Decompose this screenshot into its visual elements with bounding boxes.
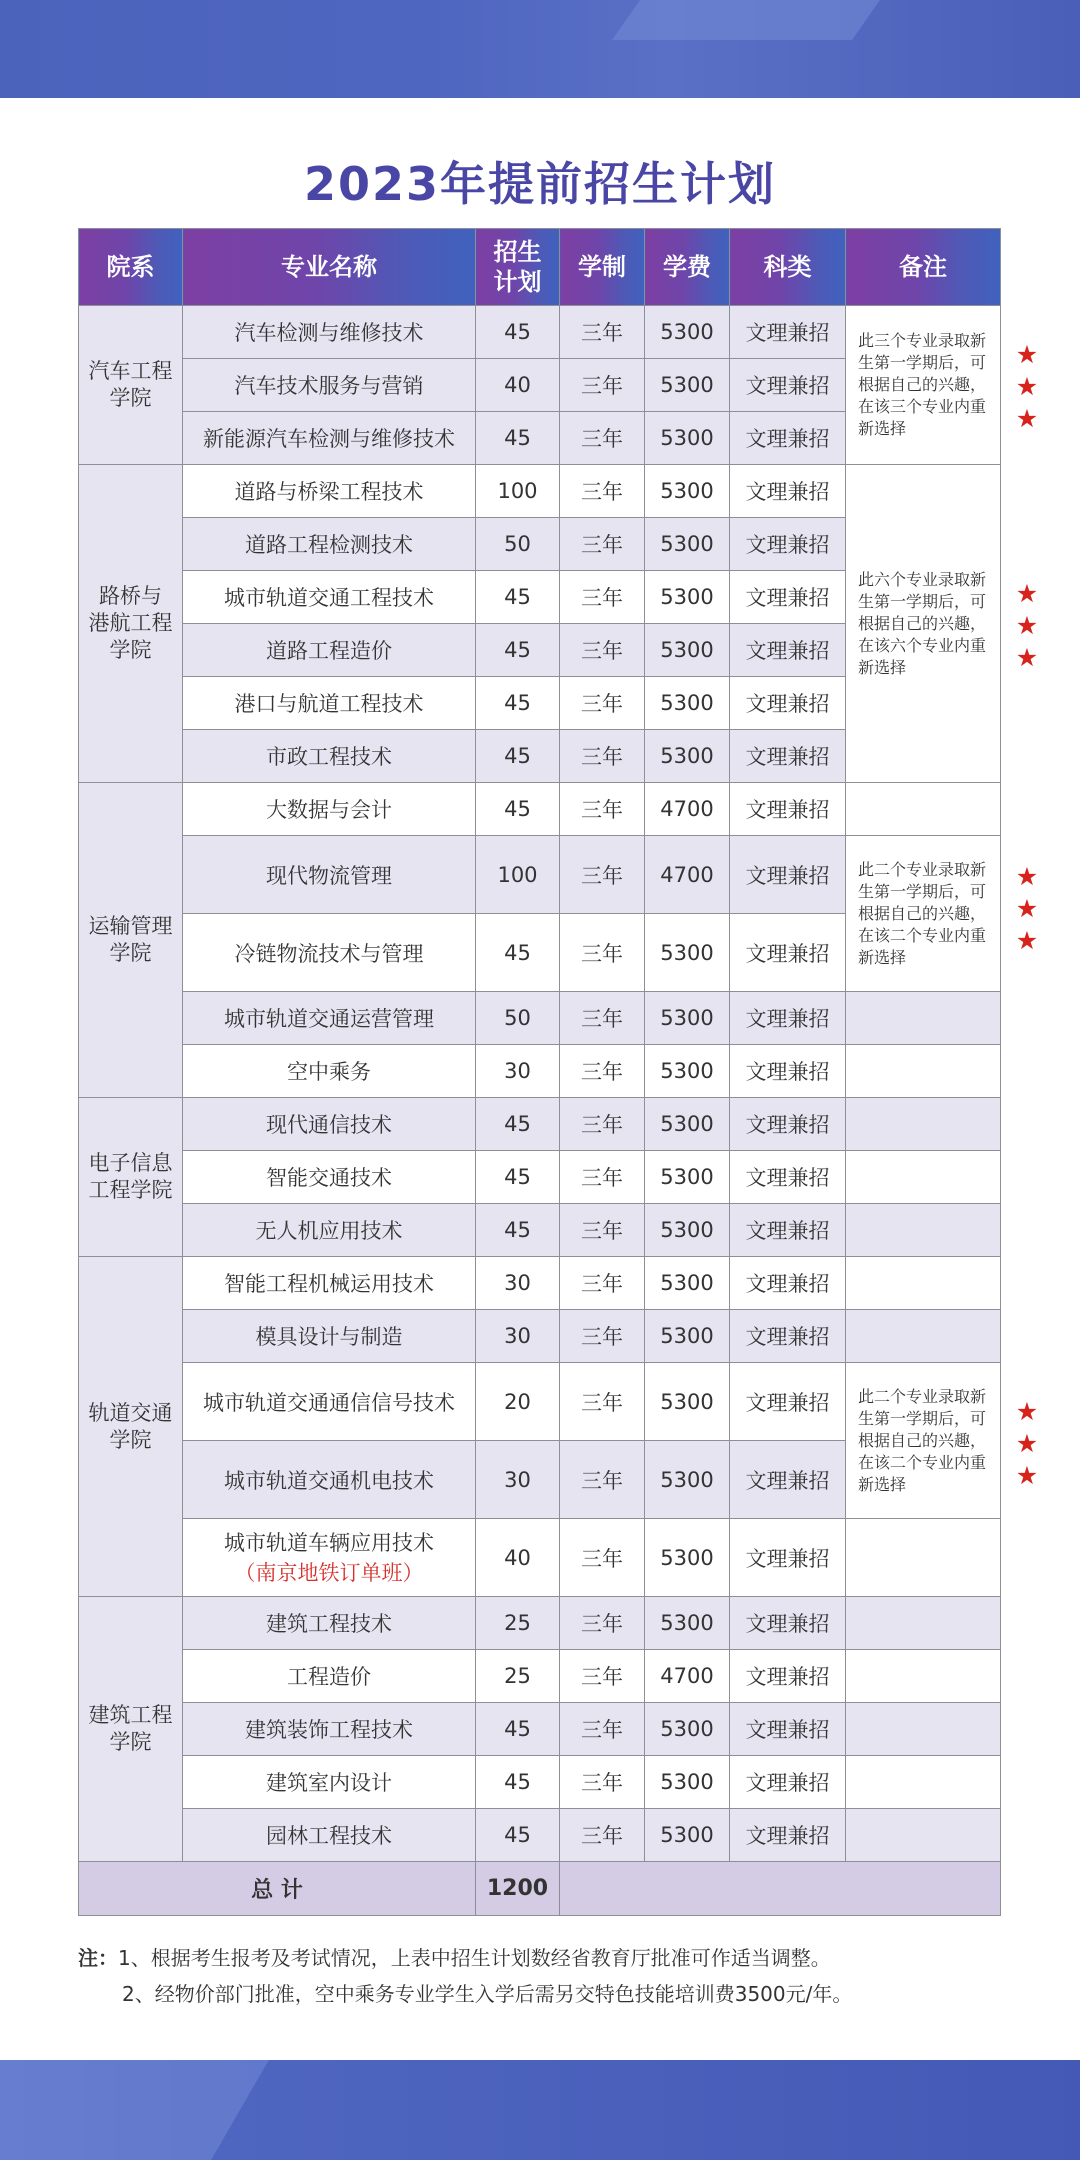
duration-cell: 三年: [560, 359, 645, 412]
star-marks-transport: [1014, 861, 1040, 957]
subject-cell: 文理兼招: [730, 1703, 846, 1756]
plan-cell: 30: [476, 1257, 560, 1310]
remarks-cell-empty: [846, 1151, 1001, 1204]
star-icon: ★: [1015, 894, 1039, 923]
remarks-cell-empty: [846, 1756, 1001, 1809]
subject-cell: 文理兼招: [730, 412, 846, 465]
major-name: 园林工程技术: [266, 1824, 392, 1848]
plan-cell: 45: [476, 730, 560, 783]
duration-cell: 三年: [560, 1809, 645, 1862]
major-name-cell: [183, 1441, 476, 1519]
total-label: 总 计: [79, 1862, 476, 1916]
fee-cell: 5300: [645, 571, 730, 624]
major-name-cell: [183, 1703, 476, 1756]
department-cell: 汽车工程 学院: [79, 306, 183, 465]
star-icon: ★: [1015, 1397, 1039, 1426]
subject-cell: 文理兼招: [730, 992, 846, 1045]
subject-cell: 文理兼招: [730, 1519, 846, 1597]
total-row: [79, 1862, 1001, 1916]
header-banner: [0, 0, 1080, 98]
subject-cell: 文理兼招: [730, 359, 846, 412]
star-marks-road: [1014, 578, 1040, 674]
subject-cell: 文理兼招: [730, 1204, 846, 1257]
subject-cell: 文理兼招: [730, 1151, 846, 1204]
table-row: [79, 783, 1001, 836]
header-major: 专业名称: [183, 229, 476, 306]
major-name-cell: [183, 1756, 476, 1809]
fee-cell: 5300: [645, 1809, 730, 1862]
major-name-cell: [183, 412, 476, 465]
header-department: 院系: [79, 229, 183, 306]
major-name: 港口与航道工程技术: [234, 692, 424, 716]
fee-cell: 5300: [645, 992, 730, 1045]
department-cell: 运输管理 学院: [79, 783, 183, 1098]
major-name-cell: [183, 783, 476, 836]
plan-cell: 20: [476, 1363, 560, 1441]
total-blank: [560, 1862, 1001, 1916]
footnote-1-text: 1、根据考生报考及考试情况，上表中招生计划数经省教育厅批准可作适当调整。: [118, 1946, 831, 1970]
major-name-cell: [183, 306, 476, 359]
remarks-cell-empty: [846, 1597, 1001, 1650]
footnote-label: 注：: [78, 1946, 118, 1970]
fee-cell: 5300: [645, 1597, 730, 1650]
major-note: （南京地铁订单班）: [234, 1560, 424, 1585]
major-name-cell: [183, 624, 476, 677]
table-row: [79, 1703, 1001, 1756]
duration-cell: 三年: [560, 1045, 645, 1098]
total-value: 1200: [476, 1862, 560, 1916]
plan-cell: 100: [476, 465, 560, 518]
subject-cell: 文理兼招: [730, 1045, 846, 1098]
fee-cell: 5300: [645, 1756, 730, 1809]
subject-cell: 文理兼招: [730, 1597, 846, 1650]
duration-cell: 三年: [560, 1204, 645, 1257]
plan-cell: 30: [476, 1441, 560, 1519]
subject-cell: 文理兼招: [730, 836, 846, 914]
major-name: 智能交通技术: [266, 1166, 392, 1190]
footnote-2: [78, 1976, 1038, 2012]
fee-cell: 5300: [645, 359, 730, 412]
fee-cell: 5300: [645, 1045, 730, 1098]
major-name: 空中乘务: [287, 1060, 371, 1084]
major-name: 无人机应用技术: [255, 1219, 403, 1243]
subject-cell: 文理兼招: [730, 1809, 846, 1862]
fee-cell: 5300: [645, 677, 730, 730]
duration-cell: 三年: [560, 1597, 645, 1650]
fee-cell: 5300: [645, 1310, 730, 1363]
table-row: [79, 1809, 1001, 1862]
fee-cell: 4700: [645, 1650, 730, 1703]
major-name-cell: [183, 836, 476, 914]
duration-cell: 三年: [560, 518, 645, 571]
table-row: [79, 1363, 1001, 1441]
remarks-cell-empty: [846, 992, 1001, 1045]
duration-cell: 三年: [560, 1310, 645, 1363]
plan-cell: 45: [476, 1703, 560, 1756]
subject-cell: 文理兼招: [730, 624, 846, 677]
major-name: 新能源汽车检测与维修技术: [203, 427, 455, 451]
major-name: 汽车检测与维修技术: [234, 321, 424, 345]
plan-cell: 45: [476, 914, 560, 992]
plan-cell: 50: [476, 992, 560, 1045]
remarks-cell-empty: [846, 1650, 1001, 1703]
remarks-cell: 此二个专业录取新生第一学期后，可根据自己的兴趣，在该二个专业内重新选择: [846, 836, 1001, 992]
plan-cell: 45: [476, 1098, 560, 1151]
star-icon: ★: [1015, 404, 1039, 433]
duration-cell: 三年: [560, 1441, 645, 1519]
fee-cell: 5300: [645, 1519, 730, 1597]
table-row: [79, 1756, 1001, 1809]
major-name-cell: [183, 1310, 476, 1363]
subject-cell: 文理兼招: [730, 677, 846, 730]
major-name: 建筑室内设计: [266, 1771, 392, 1795]
duration-cell: 三年: [560, 1257, 645, 1310]
duration-cell: 三年: [560, 412, 645, 465]
major-name-cell: [183, 1098, 476, 1151]
remarks-cell: 此六个专业录取新生第一学期后，可根据自己的兴趣，在该六个专业内重新选择: [846, 465, 1001, 783]
major-name-cell: [183, 465, 476, 518]
table-header-row: [79, 229, 1001, 306]
duration-cell: 三年: [560, 992, 645, 1045]
subject-cell: 文理兼招: [730, 571, 846, 624]
department-cell: 轨道交通 学院: [79, 1257, 183, 1597]
plan-cell: 45: [476, 1809, 560, 1862]
star-icon: ★: [1015, 926, 1039, 955]
duration-cell: 三年: [560, 624, 645, 677]
major-name: 城市轨道交通运营管理: [224, 1007, 434, 1031]
plan-cell: 45: [476, 571, 560, 624]
major-name: 道路与桥梁工程技术: [234, 480, 424, 504]
major-name-cell: [183, 677, 476, 730]
duration-cell: 三年: [560, 914, 645, 992]
major-name: 道路工程检测技术: [245, 533, 413, 557]
remarks-cell-empty: [846, 1519, 1001, 1597]
fee-cell: 5300: [645, 1151, 730, 1204]
fee-cell: 5300: [645, 1441, 730, 1519]
fee-cell: 5300: [645, 518, 730, 571]
major-name: 城市轨道交通机电技术: [224, 1468, 434, 1493]
footer-banner: [0, 2060, 1080, 2160]
subject-cell: 文理兼招: [730, 1098, 846, 1151]
plan-cell: 40: [476, 1519, 560, 1597]
fee-cell: 5300: [645, 1703, 730, 1756]
duration-cell: 三年: [560, 1703, 645, 1756]
plan-cell: 45: [476, 783, 560, 836]
major-name: 现代物流管理: [266, 863, 392, 888]
department-cell: 电子信息 工程学院: [79, 1098, 183, 1257]
major-name: 智能工程机械运用技术: [224, 1272, 434, 1296]
header-duration: 学制: [560, 229, 645, 306]
subject-cell: 文理兼招: [730, 730, 846, 783]
footnote-2-text: 2、经物价部门批准，空中乘务专业学生入学后需另交特色技能培训费3500元/年。: [122, 1982, 853, 2006]
star-icon: ★: [1015, 1461, 1039, 1490]
footnote-1: [78, 1940, 1038, 1976]
plan-cell: 100: [476, 836, 560, 914]
table-row: [79, 1045, 1001, 1098]
subject-cell: 文理兼招: [730, 465, 846, 518]
duration-cell: 三年: [560, 677, 645, 730]
major-name: 城市轨道交通工程技术: [224, 586, 434, 610]
major-name-cell: [183, 1650, 476, 1703]
duration-cell: 三年: [560, 306, 645, 359]
fee-cell: 5300: [645, 465, 730, 518]
plan-cell: 45: [476, 624, 560, 677]
star-icon: ★: [1015, 340, 1039, 369]
table-row: [79, 1597, 1001, 1650]
subject-cell: 文理兼招: [730, 306, 846, 359]
table-row: [79, 306, 1001, 359]
table-row: [79, 1519, 1001, 1597]
remarks-cell-empty: [846, 1257, 1001, 1310]
fee-cell: 5300: [645, 306, 730, 359]
subject-cell: 文理兼招: [730, 914, 846, 992]
plan-cell: 45: [476, 412, 560, 465]
duration-cell: 三年: [560, 1756, 645, 1809]
duration-cell: 三年: [560, 1363, 645, 1441]
remarks-cell: 此二个专业录取新生第一学期后，可根据自己的兴趣，在该二个专业内重新选择: [846, 1363, 1001, 1519]
subject-cell: 文理兼招: [730, 1257, 846, 1310]
duration-cell: 三年: [560, 730, 645, 783]
remarks-cell-empty: [846, 1098, 1001, 1151]
duration-cell: 三年: [560, 1650, 645, 1703]
major-name-cell: [183, 1257, 476, 1310]
remarks-cell-empty: [846, 1204, 1001, 1257]
remarks-cell-empty: [846, 1045, 1001, 1098]
table-row: [79, 1204, 1001, 1257]
subject-cell: 文理兼招: [730, 783, 846, 836]
banner-facet: [0, 2060, 269, 2160]
star-icon: ★: [1015, 372, 1039, 401]
major-name: 大数据与会计: [266, 798, 392, 822]
major-name-cell: [183, 914, 476, 992]
table-row: [79, 1257, 1001, 1310]
major-name: 道路工程造价: [266, 639, 392, 663]
star-marks-rail: [1014, 1396, 1040, 1492]
major-name-cell: [183, 1597, 476, 1650]
fee-cell: 5300: [645, 1257, 730, 1310]
fee-cell: 5300: [645, 624, 730, 677]
major-name-cell: [183, 571, 476, 624]
fee-cell: 5300: [645, 1098, 730, 1151]
major-name-cell: [183, 1151, 476, 1204]
plan-cell: 25: [476, 1650, 560, 1703]
major-name: 城市轨道交通通信信号技术: [203, 1390, 455, 1415]
star-icon: ★: [1015, 579, 1039, 608]
major-name-cell: [183, 1519, 476, 1597]
star-icon: ★: [1015, 862, 1039, 891]
star-marks-auto: [1014, 339, 1040, 435]
subject-cell: 文理兼招: [730, 1756, 846, 1809]
table-row: [79, 1151, 1001, 1204]
major-name: 冷链物流技术与管理: [234, 941, 424, 966]
enrollment-plan-table: [78, 228, 1001, 1916]
major-name: 模具设计与制造: [255, 1325, 403, 1349]
banner-facet: [612, 0, 908, 40]
table-row: [79, 465, 1001, 518]
remarks-cell-empty: [846, 1310, 1001, 1363]
major-name: 现代通信技术: [266, 1113, 392, 1137]
major-name: 市政工程技术: [266, 745, 392, 769]
fee-cell: 5300: [645, 1363, 730, 1441]
remarks-cell: 此三个专业录取新生第一学期后，可根据自己的兴趣，在该三个专业内重新选择: [846, 306, 1001, 465]
table-row: [79, 1650, 1001, 1703]
table-row: [79, 1310, 1001, 1363]
header-remarks: 备注: [846, 229, 1001, 306]
plan-cell: 50: [476, 518, 560, 571]
remarks-cell-empty: [846, 1703, 1001, 1756]
plan-cell: 45: [476, 1151, 560, 1204]
duration-cell: 三年: [560, 571, 645, 624]
major-name-cell: [183, 1809, 476, 1862]
plan-cell: 45: [476, 306, 560, 359]
remarks-cell-empty: [846, 783, 1001, 836]
major-name-cell: [183, 1204, 476, 1257]
department-cell: 建筑工程 学院: [79, 1597, 183, 1862]
major-name-cell: [183, 1045, 476, 1098]
plan-cell: 45: [476, 677, 560, 730]
major-name: 建筑工程技术: [266, 1612, 392, 1636]
plan-cell: 25: [476, 1597, 560, 1650]
page-title: 2023年提前招生计划: [303, 157, 777, 211]
fee-cell: 5300: [645, 914, 730, 992]
duration-cell: 三年: [560, 1519, 645, 1597]
remarks-cell-empty: [846, 1809, 1001, 1862]
star-icon: ★: [1015, 611, 1039, 640]
subject-cell: 文理兼招: [730, 518, 846, 571]
subject-cell: 文理兼招: [730, 1650, 846, 1703]
major-name-cell: [183, 1363, 476, 1441]
plan-cell: 30: [476, 1310, 560, 1363]
major-name-cell: [183, 730, 476, 783]
table-row: [79, 992, 1001, 1045]
header-fee: 学费: [645, 229, 730, 306]
duration-cell: 三年: [560, 836, 645, 914]
fee-cell: 5300: [645, 730, 730, 783]
header-plan: 招生 计划: [476, 229, 560, 306]
table-row: [79, 1098, 1001, 1151]
footnotes: [78, 1940, 1038, 2012]
major-name: 建筑装饰工程技术: [245, 1718, 413, 1742]
plan-cell: 45: [476, 1756, 560, 1809]
duration-cell: 三年: [560, 465, 645, 518]
duration-cell: 三年: [560, 1151, 645, 1204]
duration-cell: 三年: [560, 1098, 645, 1151]
major-name: 工程造价: [287, 1665, 371, 1689]
header-subject: 科类: [730, 229, 846, 306]
department-cell: 路桥与 港航工程 学院: [79, 465, 183, 783]
major-name-cell: [183, 992, 476, 1045]
fee-cell: 4700: [645, 836, 730, 914]
fee-cell: 4700: [645, 783, 730, 836]
fee-cell: 5300: [645, 1204, 730, 1257]
subject-cell: 文理兼招: [730, 1310, 846, 1363]
major-name-cell: [183, 518, 476, 571]
subject-cell: 文理兼招: [730, 1441, 846, 1519]
plan-cell: 40: [476, 359, 560, 412]
plan-cell: 45: [476, 1204, 560, 1257]
major-name: 城市轨道车辆应用技术: [224, 1530, 434, 1555]
fee-cell: 5300: [645, 412, 730, 465]
duration-cell: 三年: [560, 783, 645, 836]
table-row: [79, 836, 1001, 914]
subject-cell: 文理兼招: [730, 1363, 846, 1441]
star-icon: ★: [1015, 643, 1039, 672]
plan-cell: 30: [476, 1045, 560, 1098]
star-icon: ★: [1015, 1429, 1039, 1458]
major-name-cell: [183, 359, 476, 412]
major-name: 汽车技术服务与营销: [234, 374, 424, 398]
